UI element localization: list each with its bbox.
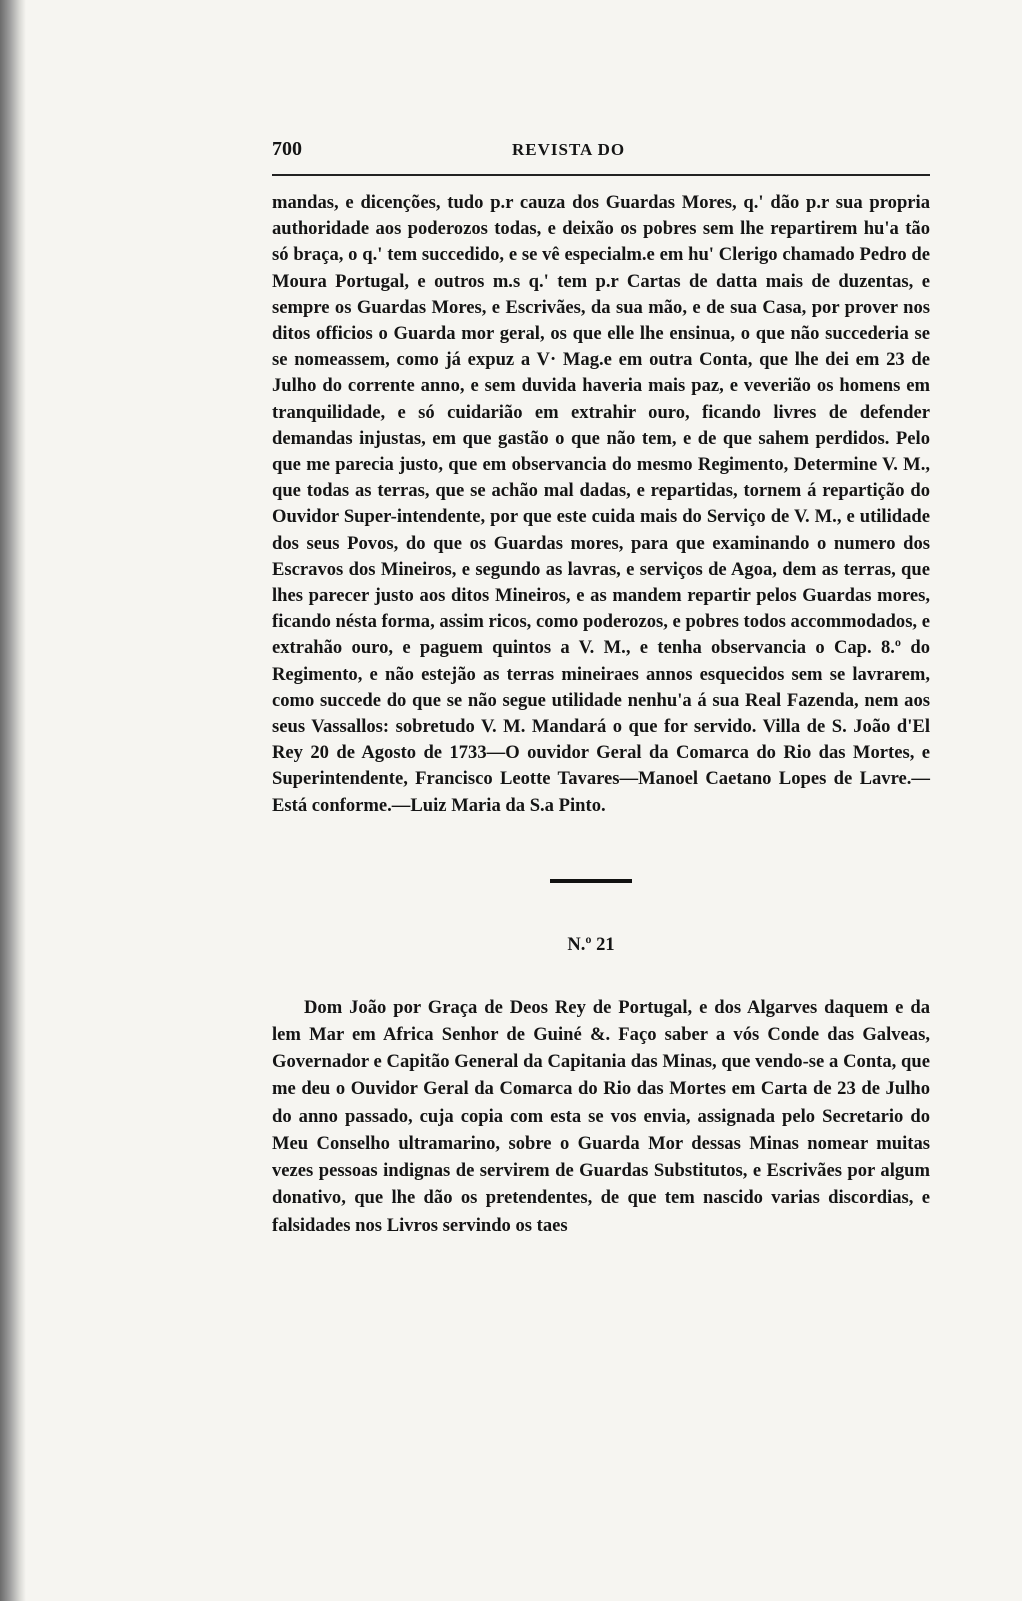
section-number: N.º 21 <box>567 934 615 955</box>
section-divider <box>550 879 632 883</box>
running-title: REVISTA DO <box>512 140 626 159</box>
section-paragraph: Dom João por Graça de Deos Rey de Portugal, e dos Algarves daquem e da lem Mar em Africa Senhor de Guiné &. Faço saber a vós Conde das Galveas, Governador e Capitão General da Capitania das Minas, que vendo-se a Conta, que me deu o Ouvidor Geral da Comarca do Rio das Mortes em Carta de 23 de Julho do anno passado, cuja copia com esta se vos envia, assignada pelo Secretario do Meu Conselho ultramarino, sobre o Guarda Mor dessas Minas nomear muitas vezes pessoas indignas de servirem de Guardas Substitutos, e Escrivães por algum donativo, que lhe dão os pretendentes, de que tem nascido varias discordias, e falsidades nos Livros servindo os taes <box>272 996 930 1236</box>
page-binding-edge <box>0 0 26 1601</box>
section-text <box>272 994 930 1239</box>
continuation-paragraph: mandas, e dicenções, tudo p.r cauza dos Guardas Mores, q.' dão p.r sua propria authoridade aos poderozos todas, e deixão os pobres sem lhe repartirem hu'a tão só braça, o q.' tem succedido, e se vê especialm.e em hu' Clerigo chamado Pedro de Moura Portugal, e outros m.s q.' tem p.r Cartas de datta mais de duzentas, e sempre os Guardas Mores, e Escrivães, da sua mão, e de sua Casa, por prover nos ditos officios o Guarda mor geral, os que elle lhe ensinua, o que não succederia se se nomeassem, como já expuz a V· Mag.e em outra Conta, que lhe dei em 23 de Julho do corrente anno, e sem duvida haveria mais paz, e veverião os homens em tranquilidade, e só cuidarião em extrahir ouro, ficando livres de defender demandas injustas, em que gastão o que não tem, e de que sahem perdidos. Pelo que me parecia justo, que em observancia do mesmo Regimento, Determine V. M., que todas as terras, que se achão mal dadas, e repartidas, tornem á repartição do Ouvidor Super-intendente, por que este cuida mais do Serviço de V. M., e utilidade dos seus Povos, do que os Guardas mores, para que examinando o numero dos Escravos dos Mineiros, e segundo as lavras, e serviços de Agoa, dem as terras, que lhes parecer justo aos ditos Mineiros, e as mandem repartir pelos Guardas mores, ficando nésta forma, assim ricos, como poderozos, e pobres todos accommodados, e extrahão ouro, e paguem quintos a V. M., e tenha observancia o Cap. 8.º do Regimento, e não estejão as terras mineiraes annos esquecidos sem se lavrarem, como succede do que se não segue utilidade nenhu'a á sua Real Fazenda, nem aos seus Vassallos: sobretudo V. M. Mandará o que for servido. Villa de S. João d'El Rey 20 de Agosto de 1733—O ouvidor Geral da Comarca do Rio das Mortes, e Superintendente, Francisco Leotte Tavares—Manoel Caetano Lopes de Lavre.—Está conforme.—Luiz Maria da S.a Pinto. <box>272 192 930 816</box>
header-rule <box>272 174 930 176</box>
page-header <box>272 134 930 164</box>
document-page <box>272 134 930 1239</box>
continuation-text <box>272 190 930 819</box>
page-number: 700 <box>272 138 302 160</box>
